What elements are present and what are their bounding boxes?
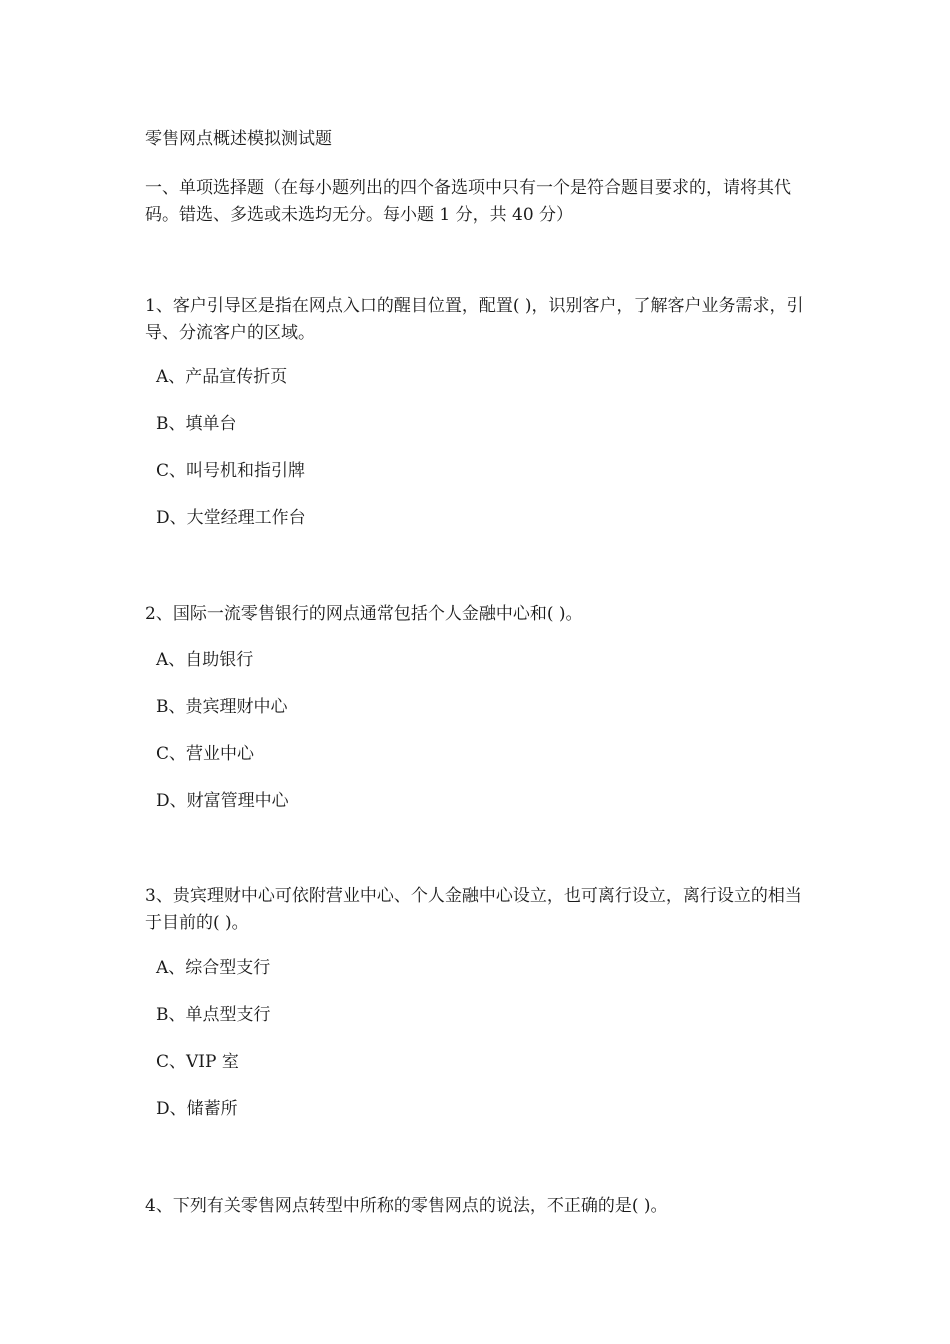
option-c: C、VIP 室 bbox=[156, 1052, 239, 1072]
option-c: C、叫号机和指引牌 bbox=[156, 461, 306, 481]
question-stem: 4、下列有关零售网点转型中所称的零售网点的说法，不正确的是( )。 bbox=[145, 1196, 668, 1216]
option-b: B、填单台 bbox=[156, 414, 237, 434]
option-a: A、综合型支行 bbox=[156, 958, 271, 978]
section-instructions: 一、单项选择题（在每小题列出的四个备选项中只有一个是符合题目要求的，请将其代码。错选、多选或未选均无分。每小题 1 分，共 40 分） bbox=[145, 178, 791, 225]
option-d: D、大堂经理工作台 bbox=[156, 508, 306, 528]
option-d: D、储蓄所 bbox=[156, 1099, 238, 1119]
question-2 bbox=[145, 601, 815, 628]
option-b: B、单点型支行 bbox=[156, 1005, 271, 1025]
question-stem: 3、贵宾理财中心可依附营业中心、个人金融中心设立，也可离行设立，离行设立的相当于目前的( )。 bbox=[145, 886, 802, 933]
option-b: B、贵宾理财中心 bbox=[156, 697, 288, 717]
question-4 bbox=[145, 1193, 815, 1220]
option-a: A、自助银行 bbox=[156, 650, 254, 670]
document-title: 零售网点概述模拟测试题 bbox=[145, 129, 332, 149]
option-a: A、产品宣传折页 bbox=[156, 367, 288, 387]
question-1 bbox=[145, 293, 815, 347]
question-3 bbox=[145, 883, 815, 937]
question-stem: 1、客户引导区是指在网点入口的醒目位置，配置( )，识别客户，了解客户业务需求，引导、分流客户的区域。 bbox=[145, 296, 804, 343]
question-stem: 2、国际一流零售银行的网点通常包括个人金融中心和( )。 bbox=[145, 604, 583, 624]
option-d: D、财富管理中心 bbox=[156, 791, 289, 811]
option-c: C、营业中心 bbox=[156, 744, 255, 764]
